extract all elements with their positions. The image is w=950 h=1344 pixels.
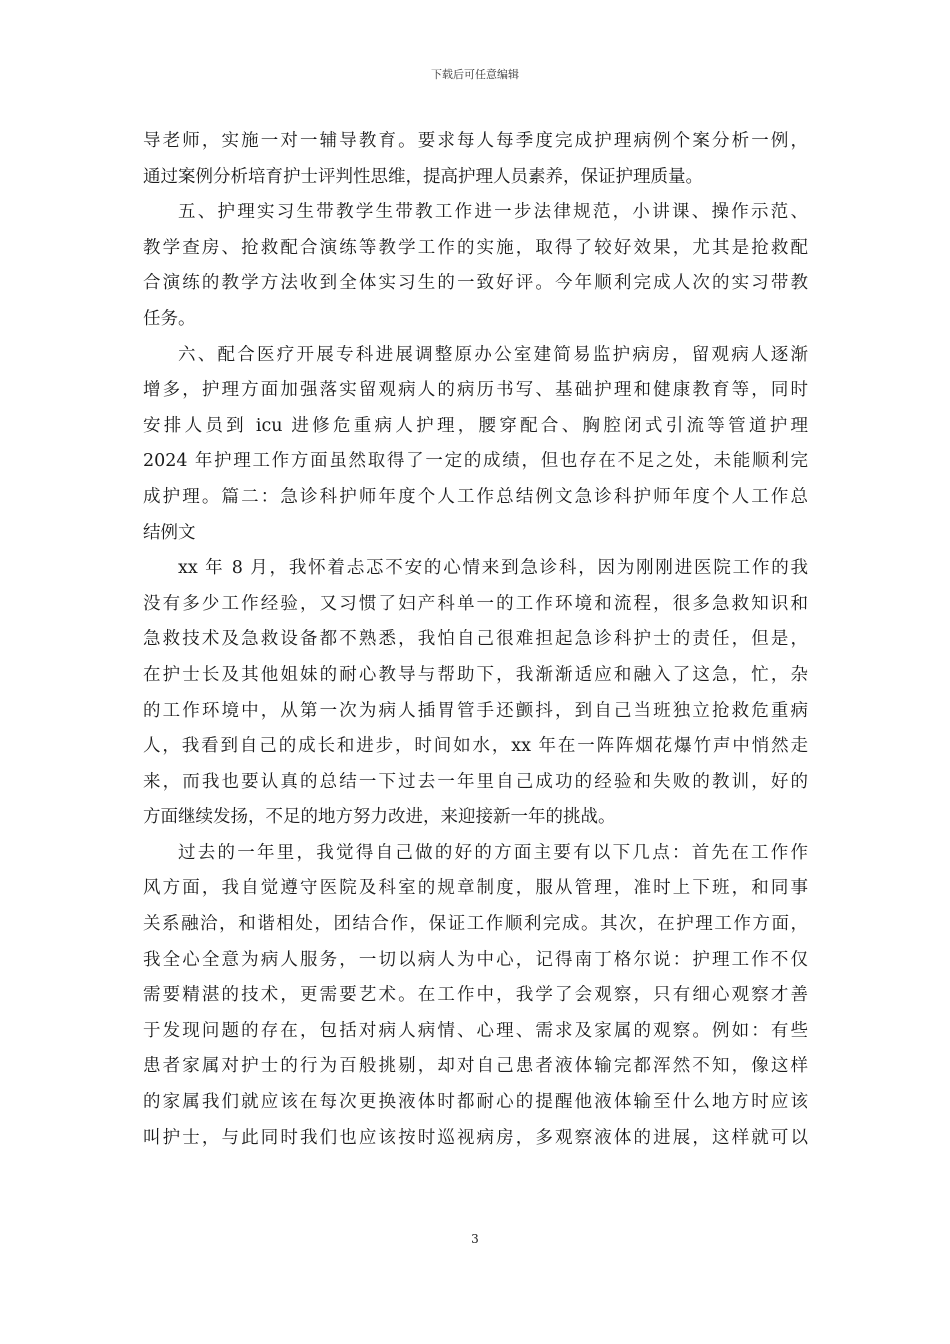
- text-line: 安排人员到 icu 进修危重病人护理，腰穿配合、胸腔闭式引流等管道护理: [143, 415, 808, 436]
- text-line: 在护士长及其他姐妹的耐心教导与帮助下，我渐渐适应和融入了这急，忙，杂: [143, 664, 808, 685]
- text-line: 过去的一年里，我觉得自己做的好的方面主要有以下几点：首先在工作作: [178, 842, 808, 863]
- text-line: 合演练的教学方法收到全体实习生的一致好评。今年顺利完成人次的实习带教: [143, 273, 808, 294]
- text-line: 六、配合医疗开展专科进展调整原办公室建简易监护病房，留观病人逐渐: [178, 344, 808, 365]
- page-number: 3: [471, 1232, 479, 1246]
- text-line: 结例文: [143, 522, 196, 543]
- text-line: 的工作环境中，从第一次为病人插胃管手还颤抖，到自己当班独立抢救危重病: [143, 700, 808, 721]
- text-line: 增多，护理方面加强落实留观病人的病历书写、基础护理和健康教育等，同时: [143, 380, 808, 401]
- text-line: 患者家属对护士的行为百般挑剔，却对自己患者液体输完都浑然不知，像这样: [143, 1056, 808, 1077]
- text-line: 成护理。篇二：急诊科护师年度个人工作总结例文急诊科护师年度个人工作总: [143, 486, 808, 507]
- text-line: 叫护士，与此同时我们也应该按时巡视病房，多观察液体的进展，这样就可以: [143, 1127, 808, 1148]
- text-line: 通过案例分析培育护士评判性思维，提高护理人员素养，保证护理质量。: [143, 166, 703, 187]
- text-line: 来，而我也要认真的总结一下过去一年里自己成功的经验和失败的教训，好的: [143, 771, 808, 792]
- text-line: 需要精湛的技术，更需要艺术。在工作中，我学了会观察，只有细心观察才善: [143, 985, 808, 1006]
- page-header: 下载后可任意编辑: [431, 68, 519, 81]
- text-line: 五、护理实习生带教学生带教工作进一步法律规范，小讲课、操作示范、: [178, 202, 808, 223]
- text-line: 的家属我们就应该在每次更换液体时都耐心的提醒他液体输至什么地方时应该: [143, 1092, 808, 1113]
- text-line: 急救技术及急救设备都不熟悉，我怕自己很难担起急诊科护士的责任，但是，: [143, 629, 808, 650]
- text-line: 我全心全意为病人服务，一切以病人为中心，记得南丁格尔说：护理工作不仅: [143, 949, 808, 970]
- text-line: 导老师，实施一对一辅导教育。要求每人每季度完成护理病例个案分析一例，: [143, 131, 808, 151]
- text-line: 关系融洽，和谐相处，团结合作，保证工作顺利完成。其次，在护理工作方面，: [143, 914, 808, 935]
- paragraph: [143, 551, 808, 836]
- paragraph: [143, 338, 808, 552]
- text-line: 没有多少工作经验，又习惯了妇产科单一的工作环境和流程，很多急救知识和: [143, 593, 808, 614]
- text-line: 2024 年护理工作方面虽然取得了一定的成绩，但也存在不足之处，未能顺利完: [143, 451, 808, 472]
- text-line: 风方面，我自觉遵守医院及科室的规章制度，服从管理，准时上下班，和同事: [143, 878, 808, 899]
- text-line: 于发现问题的存在，包括对病人病情、心理、需求及家属的观察。例如：有些: [143, 1020, 808, 1041]
- paragraph: [143, 836, 808, 1156]
- paragraph: [143, 195, 808, 337]
- document-body: [143, 124, 808, 1156]
- text-line: 人，我看到自己的成长和进步，时间如水，xx 年在一阵阵烟花爆竹声中悄然走: [143, 736, 808, 757]
- text-line: 任务。: [143, 308, 196, 329]
- text-line: 教学查房、抢救配合演练等教学工作的实施，取得了较好效果，尤其是抢救配: [143, 237, 808, 258]
- text-line: xx 年 8 月，我怀着忐忑不安的心情来到急诊科，因为刚刚进医院工作的我: [178, 558, 808, 579]
- paragraph: [143, 124, 808, 195]
- text-line: 方面继续发扬，不足的地方努力改进，来迎接新一年的挑战。: [143, 807, 616, 828]
